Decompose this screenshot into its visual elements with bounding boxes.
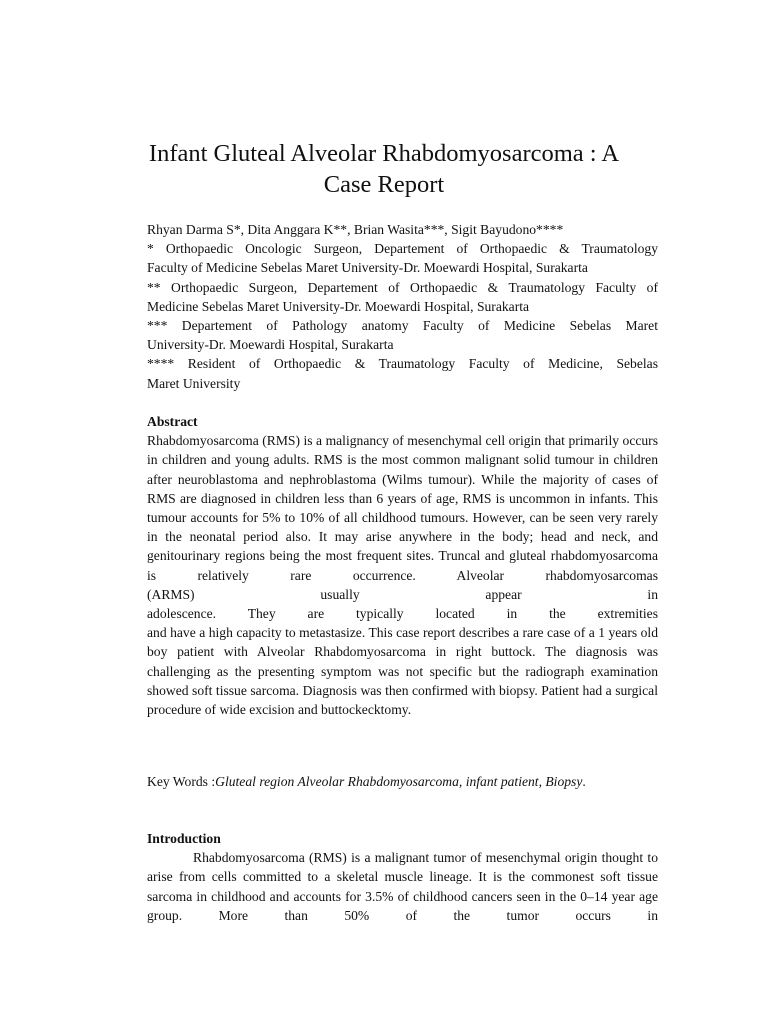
introduction-body: Rhabdomyosarcoma (RMS) is a malignant tumor of mesenchymal origin thought to arise from cells committed to a skeletal muscle lineage. It is the commonest soft tissue sarcoma in childhood and accounts for 3.5% of childhood cancers seen in the 0–14 year age group. More than 50% of the tumor occurs in	[147, 850, 658, 923]
abstract-section	[147, 412, 658, 719]
paper-title	[120, 138, 648, 200]
affiliation-line: Faculty of Medicine Sebelas Maret University-Dr. Moewardi Hospital, Surakarta	[147, 260, 588, 276]
abstract-line-adolescence: adolescence. They are typically located in the extremities	[147, 606, 658, 622]
introduction-section	[147, 829, 658, 925]
authors-block	[147, 220, 658, 393]
keywords-terms: Gluteal region Alveolar Rhabdomyosarcoma, infant patient, Biopsy	[215, 774, 583, 789]
affiliation-line: Maret University	[147, 375, 241, 391]
title-line-1: Infant Gluteal Alveolar Rhabdomyosarcoma : A	[148, 140, 620, 167]
affiliation-line: * Orthopaedic Oncologic Surgeon, Departement of Orthopaedic & Traumatology	[147, 241, 658, 257]
keywords-label: Key Words :	[147, 774, 216, 789]
title-line-2: Case Report	[323, 171, 445, 198]
introduction-heading: Introduction	[147, 831, 221, 846]
abstract-line-arms: (ARMS) usually appear in	[147, 586, 658, 602]
introduction-text	[147, 848, 658, 925]
abstract-text-part2: and have a high capacity to metastasize. This case report describes a rare case of a 1 years old boy patient with Alveolar Rhabdomyosarcoma in right buttock. The diagnosis was challenging as the presenting symptom was not specific but the radiograph examination showed soft tissue sarcoma. Diagnosis was then confirmed with biopsy. Patient had a surgical procedure of wide excision and buttockecktomy.	[147, 625, 658, 718]
affiliation-line: *** Departement of Pathology anatomy Faculty of Medicine Sebelas Maret	[147, 318, 658, 334]
keywords	[147, 772, 586, 791]
affiliation-line: Medicine Sebelas Maret University-Dr. Moewardi Hospital, Surakarta	[147, 298, 530, 314]
author-names: Rhyan Darma S*, Dita Anggara K**, Brian Wasita***, Sigit Bayudono****	[147, 222, 564, 237]
affiliation-line: ** Orthopaedic Surgeon, Departement of Orthopaedic & Traumatology Faculty of	[147, 279, 658, 295]
affiliation-line: University-Dr. Moewardi Hospital, Surakarta	[147, 337, 394, 353]
keywords-period: .	[582, 774, 586, 789]
abstract-heading: Abstract	[147, 414, 198, 429]
abstract-text-part1: Rhabdomyosarcoma (RMS) is a malignancy of mesenchymal cell origin that primarily occurs in children and young adults. RMS is the most common malignant solid tumour in children after neuroblastoma and nephroblastoma (Wilms tumour). While the majority of cases of RMS are diagnosed in children less than 6 years of age, RMS is uncommon in infants. This tumour accounts for 5% to 10% of all childhood tumours. However, can be seen very rarely in the neonatal period also. It may arise anywhere in the body; head and neck, and genitourinary regions being the most frequent sites. Truncal and gluteal rhabdomyosarcoma is relatively rare occurrence. Alveolar rhabdomyosarcomas	[147, 433, 658, 583]
affiliation-line: **** Resident of Orthopaedic & Traumatology Faculty of Medicine, Sebelas	[147, 356, 658, 372]
